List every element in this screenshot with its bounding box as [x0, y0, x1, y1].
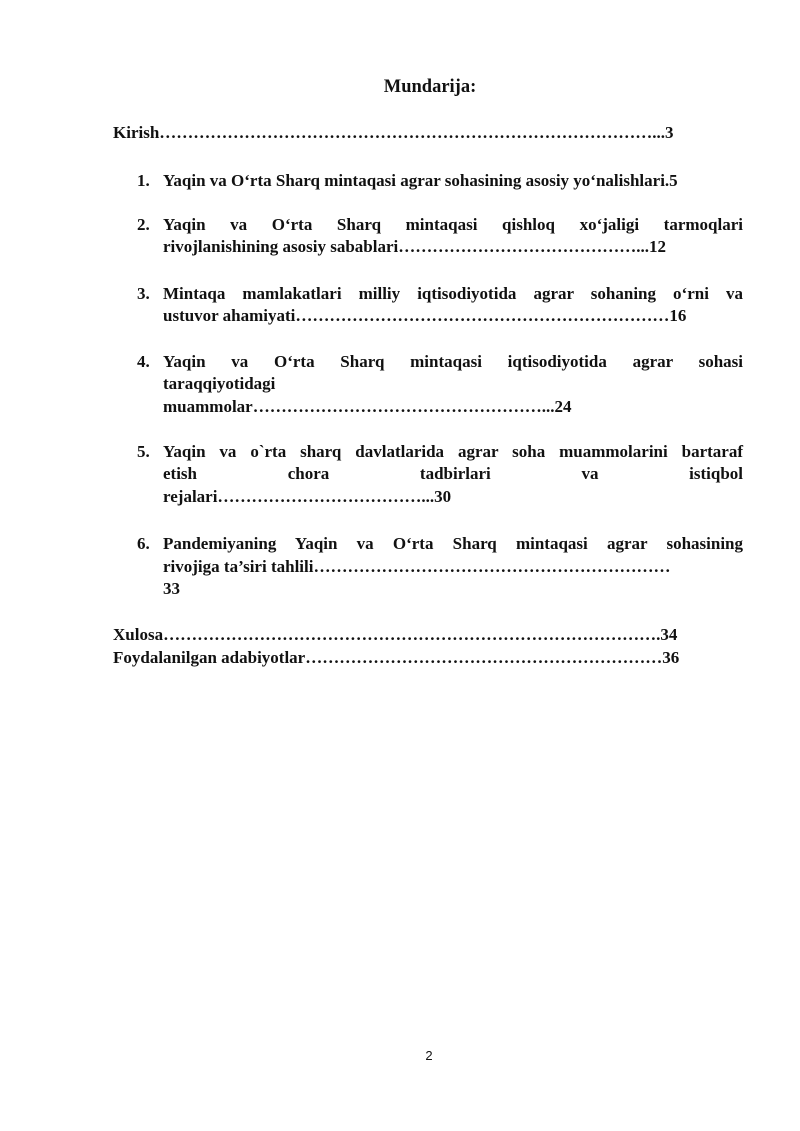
toc-page-number: 3 [665, 123, 674, 142]
chapter-line: rivojlanishining asosiy sabablari……………………………………...12 [163, 237, 666, 256]
chapter-line: muammolar……………………………………………...24 [163, 397, 572, 416]
toc-dot-leader: ……………………………………………………………………………... [159, 123, 666, 142]
toc-entry-label: Foydalanilgan adabiyotlar [113, 648, 306, 667]
chapter-number: 6. [137, 534, 150, 553]
chapter-line: 33 [163, 579, 180, 598]
toc-entry-intro [113, 122, 674, 144]
chapter-line: Mintaqa mamlakatlari milliy iqtisodiyotida agrar sohaning o‘rni va [163, 284, 743, 303]
chapter-line: taraqqiyotidagi [163, 374, 276, 393]
chapter-line: ustuvor ahamiyati…………………………………………………………16 [163, 306, 687, 325]
toc-page-number: 36 [662, 648, 680, 667]
chapter-line: Pandemiyaning Yaqin va O‘rta Sharq mintaqasi agrar sohasining [163, 534, 743, 553]
chapter-number: 3. [137, 284, 150, 303]
chapter-line: Yaqin va O‘rta Sharq mintaqasi qishloq xo‘jaligi tarmoqlari [163, 215, 743, 234]
toc-title: Mundarija: [383, 77, 477, 97]
chapter-line: Yaqin va o`rta sharq davlatlarida agrar soha muammolarini bartaraf [163, 442, 743, 461]
chapter-line: rejalari………………………………...30 [163, 487, 452, 506]
chapter-line: Yaqin va O‘rta Sharq mintaqasi iqtisodiyotida agrar sohasi [163, 352, 743, 371]
page-number: 2 [425, 1048, 433, 1063]
chapter-number: 4. [137, 352, 150, 371]
chapter-number: 2. [137, 215, 150, 234]
chapter-number: 5. [137, 442, 150, 461]
chapter-line: Yaqin va O‘rta Sharq mintaqasi agrar sohasining asosiy yo‘nalishlari.5 [163, 171, 678, 190]
chapter-line: etish chora tadbirlari va istiqbol [163, 464, 743, 483]
toc-page-number: 34 [660, 625, 678, 644]
toc-entry-bibliography [113, 647, 679, 669]
chapter-line: rivojiga ta’siri tahlili……………………………………………………… [163, 557, 671, 576]
toc-entry-label: Xulosa [113, 625, 164, 644]
chapter-number: 1. [137, 171, 150, 190]
toc-dot-leader: ……………………………………………………… [305, 648, 663, 667]
toc-dot-leader: ……………………………………………………………………………. [163, 625, 661, 644]
toc-entry-conclusion [113, 624, 677, 646]
toc-entry-label: Kirish [113, 123, 160, 142]
